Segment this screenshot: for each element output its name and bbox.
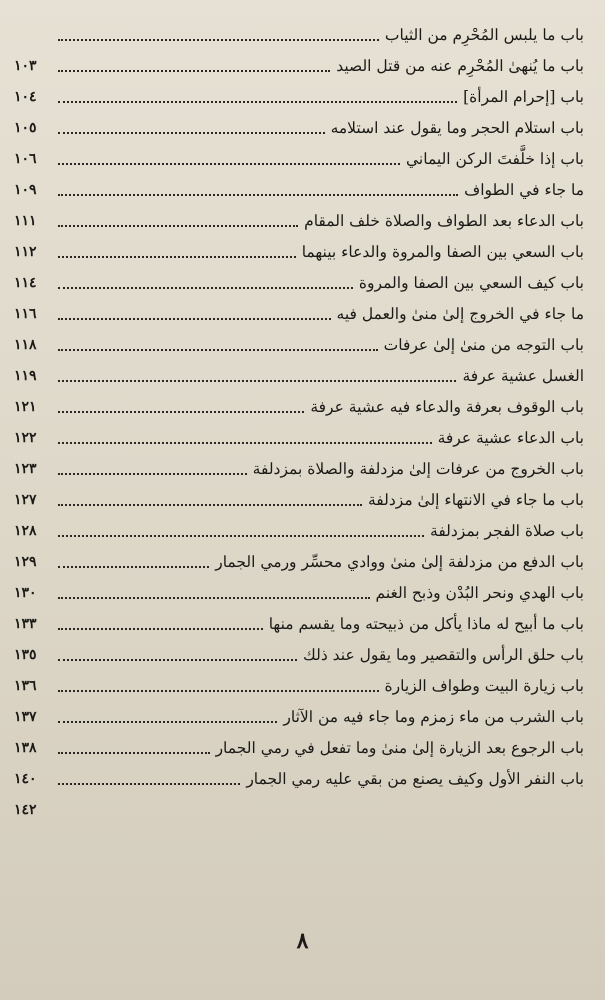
toc-entry [14, 262, 584, 293]
dot-leader [58, 256, 296, 258]
toc-entry [14, 14, 584, 45]
toc-entry-title: باب النفر الأول وكيف يصنع من بقي عليه رمي الجمار [246, 770, 584, 788]
dot-leader [58, 349, 378, 351]
toc-entry-title: باب استلام الحجر وما يقول عند استلامه [330, 119, 584, 137]
toc-entry-title: ما جاء في الخروج إلىٰ منىٰ والعمل فيه [336, 305, 584, 323]
dot-leader [58, 225, 298, 227]
toc-entry-title: باب كيف السعي بين الصفا والمروة [358, 274, 584, 292]
toc-entry [14, 665, 584, 696]
dot-leader [58, 783, 240, 785]
toc-entry-title: باب الدعاء عشية عرفة [437, 429, 584, 447]
toc-entry [14, 76, 584, 107]
table-of-contents [14, 14, 584, 820]
toc-entry-title: باب الدعاء بعد الطواف والصلاة خلف المقام [304, 212, 584, 230]
toc-entry [14, 603, 584, 634]
dot-leader [58, 659, 297, 661]
toc-entry [14, 417, 584, 448]
toc-entry [14, 634, 584, 665]
toc-entry [14, 572, 584, 603]
dot-leader [58, 628, 263, 630]
toc-entry-title: باب زيارة البيت وطواف الزيارة [384, 677, 584, 695]
toc-entry-title: باب السعي بين الصفا والمروة والدعاء بينهما [301, 243, 584, 261]
toc-entry-title: باب الشرب من ماء زمزم وما جاء فيه من الآثار [283, 708, 584, 726]
toc-entry-title: باب [إحرام المرأة] [463, 88, 584, 106]
page-number: ٨ [296, 928, 309, 954]
toc-entry-page: ١١٤ [14, 275, 37, 291]
toc-entry [14, 541, 584, 572]
toc-entry-title: باب الدفع من مزدلفة إلىٰ منىٰ ووادي محسِّر ورمي الجمار [215, 553, 584, 571]
toc-entry [14, 355, 584, 386]
toc-entry-page: ١٤٢ [14, 802, 37, 818]
toc-entry [14, 45, 584, 76]
toc-entry-page: ١٣٥ [14, 647, 37, 663]
toc-entry-page: ١٠٦ [14, 151, 37, 167]
toc-entry-page: ١٢٩ [14, 554, 37, 570]
toc-entry-page: ١٠٩ [14, 182, 37, 198]
toc-entry [14, 231, 584, 262]
dot-leader [58, 132, 325, 134]
toc-entry [14, 107, 584, 138]
toc-entry-title: الغسل عشية عرفة [462, 367, 584, 385]
toc-entry-title: باب إذا خلَّفتَ الركن اليماني [405, 150, 584, 168]
toc-entry-title: باب ما يلبس المُحْرِم من الثياب [384, 26, 584, 44]
toc-entry-page: ١٢١ [14, 399, 37, 415]
toc-entry-title: باب ما أبيح له ماذا يأكل من ذبيحته وما يقسم منها [268, 615, 584, 633]
toc-entry-page: ١١٨ [14, 337, 37, 353]
toc-entry [14, 727, 584, 758]
toc-entry-page: ١٢٣ [14, 461, 37, 477]
toc-entry-page: ١٠٣ [14, 58, 37, 74]
dot-leader [58, 39, 379, 41]
toc-entry-page: ١٣٦ [14, 678, 37, 694]
toc-entry [14, 386, 584, 417]
toc-entry-page: ١١٩ [14, 368, 37, 384]
dot-leader [58, 597, 370, 599]
dot-leader [58, 194, 458, 196]
dot-leader [58, 318, 331, 320]
dot-leader [58, 566, 209, 568]
toc-entry [14, 448, 584, 479]
toc-entry-page: ١١٦ [14, 306, 37, 322]
toc-entry-page: ١٢٨ [14, 523, 37, 539]
dot-leader [58, 380, 456, 382]
dot-leader [58, 101, 457, 103]
dot-leader [58, 535, 424, 537]
toc-entry [14, 510, 584, 541]
toc-entry-title: باب ما يُنهىٰ المُحْرِم عنه من قتل الصيد [336, 57, 584, 75]
dot-leader [58, 721, 277, 723]
toc-entry-title: باب الخروج من عرفات إلىٰ مزدلفة والصلاة بمزدلفة [252, 460, 584, 478]
toc-entry-page: ١٣٧ [14, 709, 37, 725]
dot-leader [58, 411, 304, 413]
dot-leader [58, 752, 210, 754]
toc-entry-page: ١٢٧ [14, 492, 37, 508]
toc-entry-title: ما جاء في الطواف [464, 181, 584, 199]
toc-entry-title: باب صلاة الفجر بمزدلفة [430, 522, 584, 540]
toc-entry-page: ١٠٥ [14, 120, 37, 136]
toc-entry-title: باب التوجه من منىٰ إلىٰ عرفات [383, 336, 584, 354]
toc-entry [14, 479, 584, 510]
toc-entry-title: باب الوقوف بعرفة والدعاء فيه عشية عرفة [310, 398, 584, 416]
toc-entry-title: باب الهدي ونحر البُدْن وذبح الغنم [375, 584, 584, 602]
toc-entry-page: ١٤٠ [14, 771, 37, 787]
dot-leader [58, 504, 362, 506]
dot-leader [58, 163, 400, 165]
toc-entry-page: ١٣٨ [14, 740, 37, 756]
toc-entry-page: ١٠٤ [14, 89, 37, 105]
toc-entry-title: باب حلق الرأس والتقصير وما يقول عند ذلك [303, 646, 584, 664]
toc-entry-page: ١١٢ [14, 244, 37, 260]
toc-entry-page: ١٣٣ [14, 616, 37, 632]
toc-entry-page: ١٣٠ [14, 585, 37, 601]
toc-entry [14, 293, 584, 324]
toc-entry [14, 758, 584, 789]
toc-entry-page: ١٢٢ [14, 430, 37, 446]
toc-entry [14, 200, 584, 231]
toc-entry [14, 789, 584, 820]
toc-entry [14, 696, 584, 727]
toc-entry-title: باب ما جاء في الانتهاء إلىٰ مزدلفة [367, 491, 584, 509]
toc-entry [14, 138, 584, 169]
toc-entry [14, 169, 584, 200]
dot-leader [58, 690, 379, 692]
toc-entry-title: باب الرجوع بعد الزيارة إلىٰ منىٰ وما تفعل في رمي الجمار [215, 739, 584, 757]
dot-leader [58, 287, 353, 289]
dot-leader [58, 442, 432, 444]
dot-leader [58, 473, 247, 475]
toc-entry [14, 324, 584, 355]
dot-leader [58, 70, 330, 72]
toc-entry-page: ١١١ [14, 213, 37, 229]
